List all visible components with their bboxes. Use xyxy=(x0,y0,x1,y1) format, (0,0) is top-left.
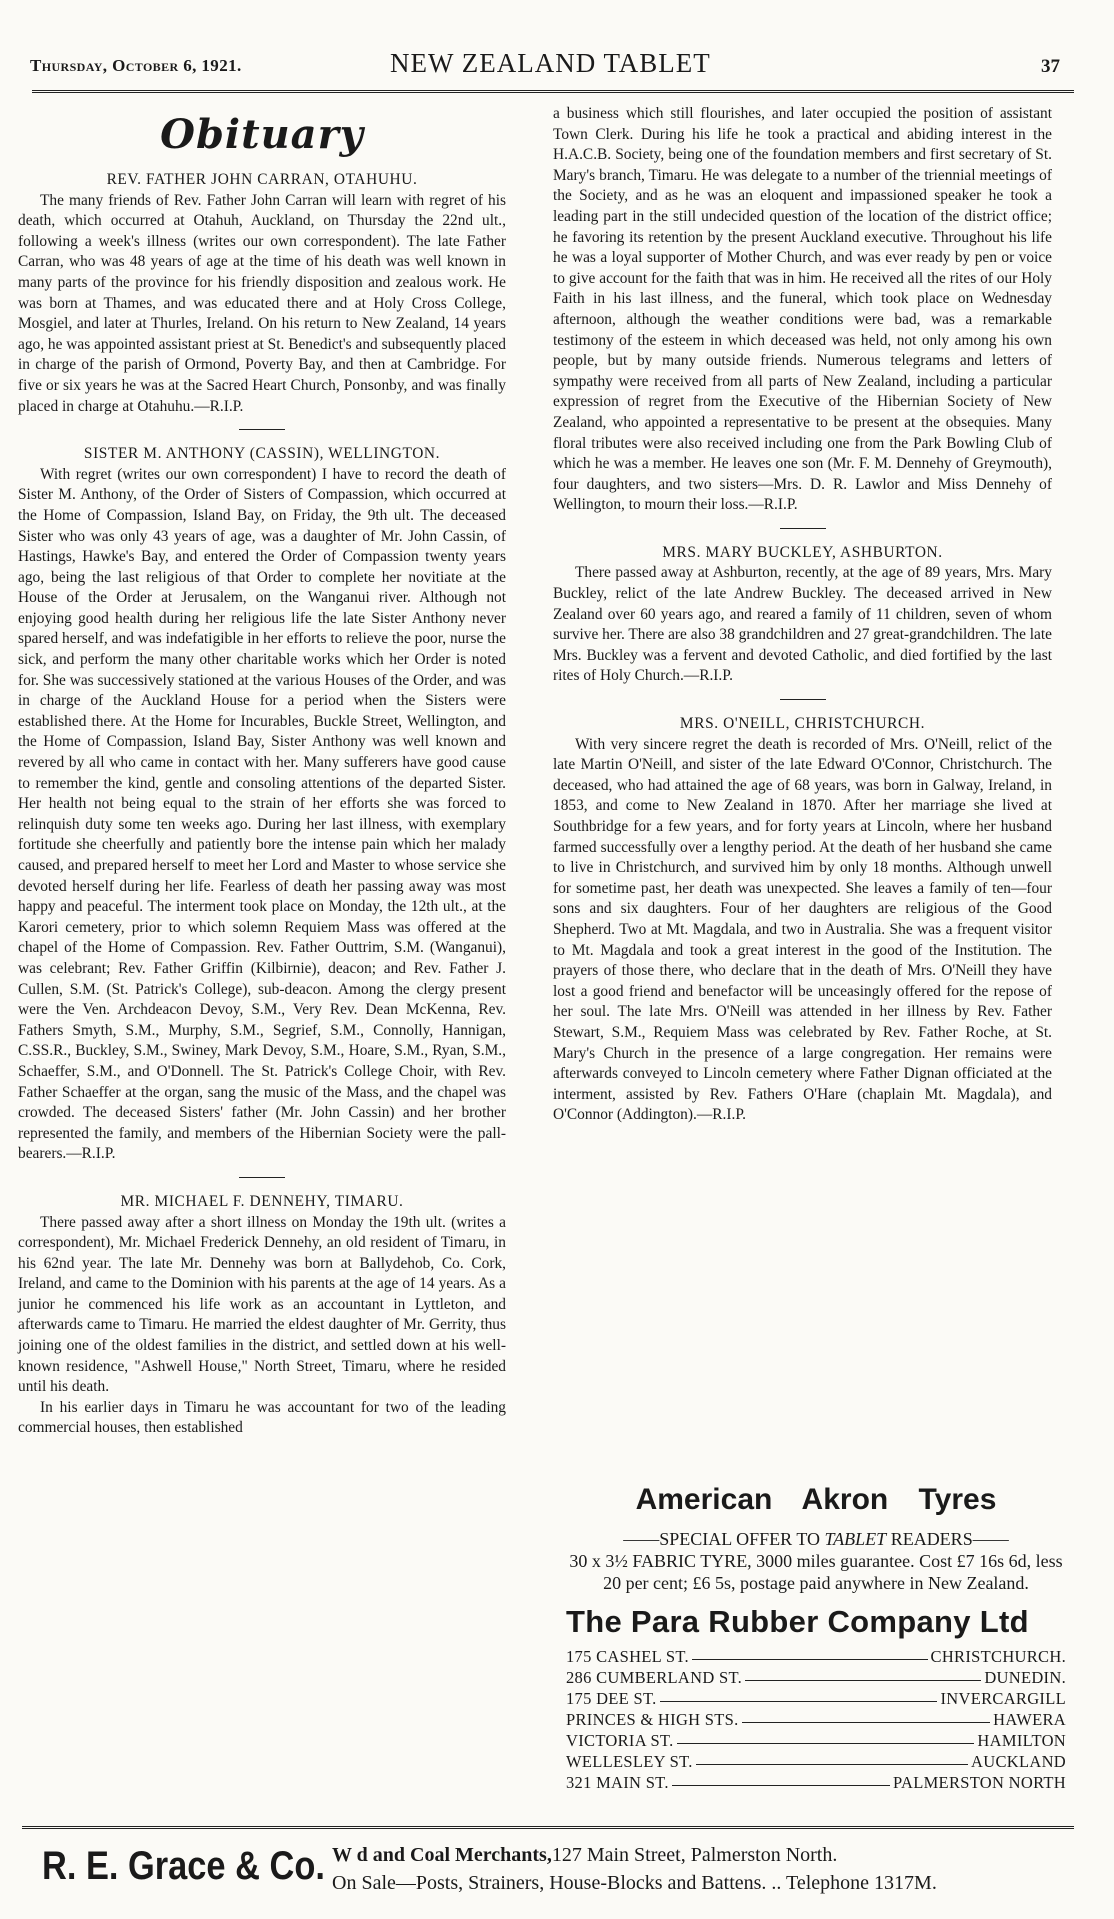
article-heading: SISTER M. ANTHONY (CASSIN), WELLINGTON. xyxy=(83,445,441,463)
branch-row xyxy=(566,1772,1066,1793)
leader-rule xyxy=(696,1751,968,1765)
ad-offer-italic: TABLET xyxy=(824,1529,887,1549)
footer-rule xyxy=(22,1826,1074,1829)
ad-offer-suffix: READERS—— xyxy=(886,1529,1009,1549)
article-heading: MRS. O'NEILL, CHRISTCHURCH. xyxy=(679,715,926,733)
article-text: There passed away at Ashburton, recently, at the age of 89 years, Mrs. Mary Buckley, relict of the late Andrew Buckley. The deceased arrived in New Zealand over 60 years ago, and reared a family of 11 children, seven of whom survive her. There are also 38 grandchildren and 27 great-grandchildren. The late Mrs. Buckley was a fervent and devoted Catholic, and died fortified by the last rites of Holy Church.—R.I.P. xyxy=(553,564,1052,685)
issue-date: Thursday, October 6, 1921. xyxy=(30,56,242,75)
separator-rule xyxy=(239,429,285,430)
leader-rule xyxy=(692,1646,928,1660)
section-title: Obituary xyxy=(160,111,364,158)
branch-city: HAWERA xyxy=(993,1710,1066,1729)
left-column xyxy=(18,108,506,1439)
article-text: In his earlier days in Timaru he was accountant for two of the leading commercial houses, then established xyxy=(18,1398,506,1437)
ad-offer-details: 30 x 3½ FABRIC TYRE, 3000 miles guarantee. Cost £7 16s 6d, less 20 per cent; £6 5s, postage paid anywhere in New Zealand. xyxy=(569,1551,1063,1593)
leader-rule xyxy=(672,1772,890,1786)
ad-offer xyxy=(566,1528,1066,1594)
branch-city: AUCKLAND xyxy=(971,1752,1066,1771)
separator-rule xyxy=(239,1177,285,1178)
leader-rule xyxy=(677,1730,975,1744)
page-number: 37 xyxy=(1041,56,1060,77)
branch-address: 321 MAIN ST. xyxy=(566,1773,669,1792)
branch-row xyxy=(566,1667,1066,1688)
branch-address: 286 CUMBERLAND ST. xyxy=(566,1668,743,1687)
separator-rule xyxy=(780,699,826,700)
leader-rule xyxy=(745,1667,981,1681)
footer-trade: W d and Coal Merchants, xyxy=(332,1844,552,1866)
branch-row xyxy=(566,1751,1066,1772)
article-text: With regret (writes our own correspondent) I have to record the death of Sister M. Anthony, of the Order of Sisters of Compassion, which occurred at the Home of Compassion, Island Bay, on Friday, the 9th ult. The deceased Sister who was only 43 years of age, was a daughter of Mr. John Cassin, of Hastings, Hawke's Bay, and entered the Order of Compassion twenty years ago, being the last religious of that Order to complete her novitiate at the House of the Order at Jerusalem, on the Wanganui river. Although not enjoying good health during her religious life the late Sister Anthony never spared herself, and was indefatigible in her efforts to relieve the poor, nurse the sick, and perform the many other charitable works which her Order is noted for. She was successively stationed at the various Houses of the Order, and was in charge of the Auckland House for a period when the Sisters were established there. At the Home for Incurables, Buckle Street, Wellington, and the Home of Compassion, Island Bay, Sister Anthony was well known and revered by all who came in contact with her. Many sufferers have good cause to remember the kind, gentle and consoling attentions of the departed Sister. Her health not being equal to the strain of her efforts she was forced to relinquish duty some ten weeks ago. During her last illness, with exemplary fortitude she cheerfully and patiently bore the intense pain which her malady caused, and prepared herself to meet her Lord and Master to whose service she devoted herself during her life. Fearless of death her passing away was most happy and peaceful. The interment took place on Monday, the 12th ult., at the Karori cemetery, prior to which solemn Requiem Mass was offered at the chapel of the Home of Compassion. Rev. Father Outtrim, S.M. (Wanganui), was celebrant; Rev. Father Griffin (Kilbirnie), deacon; and Rev. Father J. Cullen, S.M. (St. Patrick's College), sub-deacon. Among the clergy present were the Ven. Archdeacon Devoy, S.M., Very Rev. Dean McKenna, Rev. Fathers Smyth, S.M., Murphy, S.M., Segrief, S.M., Connolly, Hannigan, C.SS.R., Buckley, S.M., Swiney, Mark Devoy, S.M., Hoare, S.M., Ryan, S.M., Schaeffer, S.M., and O'Donnell. The St. Patrick's College Choir, with Rev. Father Schaeffer at the organ, sang the music of the Mass, and the chapel was crowded. The deceased Sisters' father (Mr. John Cassin) and her brother represented the family, and members of the Hibernian Society were the pall-bearers.—R.I.P. xyxy=(18,465,506,1163)
branch-city: HAMILTON xyxy=(977,1731,1066,1750)
branch-city: PALMERSTON NORTH xyxy=(893,1773,1066,1792)
branch-address: 175 CASHEL ST. xyxy=(566,1647,689,1666)
ad-offer-prefix: ——SPECIAL OFFER TO xyxy=(623,1529,825,1549)
branch-city: CHRISTCHURCH. xyxy=(930,1647,1066,1666)
branch-address: 175 DEE ST. xyxy=(566,1689,657,1708)
footer-company-name: R. E. Grace & Co. xyxy=(42,1844,325,1888)
article-heading: REV. FATHER JOHN CARRAN, OTAHUHU. xyxy=(106,171,418,188)
footer-sale-line: On Sale—Posts, Strainers, House-Blocks and Battens. .. Telephone 1317M. xyxy=(332,1872,937,1894)
branch-address: VICTORIA ST. xyxy=(566,1731,674,1750)
tyre-advertisement xyxy=(566,1480,1066,1800)
article-heading: MRS. MARY BUCKLEY, ASHBURTON. xyxy=(662,543,943,561)
ad-title: American Akron Tyres xyxy=(635,1483,997,1516)
branch-address: WELLESLEY ST. xyxy=(566,1752,693,1771)
separator-rule xyxy=(780,528,826,529)
article-text: There passed away after a short illness on Monday the 19th ult. (writes a correspondent), Mr. Michael Frederick Dennehy, an old resident of Timaru, in his 62nd year. The late Mr. Dennehy was born at Ballydehob, Co. Cork, Ireland, and came to the Dominion with his parents at the age of 14 years. As a junior he commenced his life work as an accountant in Lyttleton, and afterwards came to Timaru. He married the eldest daughter of Mr. Gerrity, thus joining one of the oldest families in the district, and settled down at his well-known residence, "Ashwell House," North Street, Timaru, where he resided until his death. xyxy=(18,1213,506,1396)
branch-row xyxy=(566,1730,1066,1751)
article-heading: MR. MICHAEL F. DENNEHY, TIMARU. xyxy=(120,1192,404,1210)
ad-company-name: The Para Rubber Company Ltd xyxy=(566,1604,1029,1639)
footer-advertisement xyxy=(22,1836,1074,1908)
branch-row xyxy=(566,1688,1066,1709)
page-header xyxy=(22,44,1074,88)
header-rule xyxy=(32,90,1074,93)
leader-rule xyxy=(742,1709,991,1723)
branch-row xyxy=(566,1709,1066,1730)
branch-city: INVERCARGILL xyxy=(940,1689,1066,1708)
leader-rule xyxy=(660,1688,938,1702)
footer-trade-line xyxy=(332,1844,837,1867)
publication-title: NEW ZEALAND TABLET xyxy=(390,48,711,78)
branch-row xyxy=(566,1646,1066,1667)
branch-list xyxy=(566,1646,1066,1793)
branch-address: PRINCES & HIGH STS. xyxy=(566,1710,739,1729)
footer-address: 127 Main Street, Palmerston North. xyxy=(551,1844,838,1866)
article-text: The many friends of Rev. Father John Carran will learn with regret of his death, which occurred at Otahuh, Auckland, on Thursday the 22nd ult., following a week's illness (writes our own correspondent). The late Father Carran, who was 48 years of age at the time of his death was well known in many parts of the province for his friendly disposition and zealous work. He was born at Thames, and was educated there and at Holy Cross College, Mosgiel, and later at Thurles, Ireland. On his return to New Zealand, 14 years ago, he was appointed assistant priest at St. Benedict's and subsequently placed in charge of the parish of Ormond, Poverty Bay, and then at Cambridge. For five or six years he was at the Sacred Heart Church, Ponsonby, and was finally placed in charge at Otahuhu.—R.I.P. xyxy=(18,191,506,415)
article-text: With very sincere regret the death is recorded of Mrs. O'Neill, relict of the late Martin O'Neill, and sister of the late Edward O'Connor, Christchurch. The deceased, who had attained the age of 68 years, was born in Galway, Ireland, in 1853, and come to New Zealand in 1870. After her marriage she lived at Southbridge for a few years, and for forty years at Lincoln, where her husband farmed successfully over a lengthy period. At the death of her husband she came to live in Christchurch, and survived him by only 18 months. Although unwell for sometime past, her death was unexpected. She leaves a family of ten—four sons and six daughters. Four of her daughters are religious of the Good Shepherd. Two at Mt. Magdala, and two in Australia. She was a frequent visitor to Mt. Magdala and took a great interest in the good of the Institution. The prayers of those there, who declare that in the death of Mrs. O'Neill they have lost a good friend and benefactor will be unceasingly offered for the repose of her soul. The late Mrs. O'Neill was attended in her illness by Rev. Father Stewart, S.M., Requiem Mass was celebrated by Rev. Father Roche, at St. Mary's Church in the presence of a large congregation. Her remains were afterwards conveyed to Lincoln cemetery where Father Dignan officiated at the interment, assisted by Rev. Fathers O'Hare (chaplain Mt. Magdala), and O'Connor (Addington).—R.I.P. xyxy=(553,735,1052,1124)
right-column xyxy=(553,104,1052,1126)
branch-city: DUNEDIN. xyxy=(984,1668,1066,1687)
article-text: a business which still flourishes, and later occupied the position of assistant Town Clerk. During his life he took a practical and abiding interest in the H.A.C.B. Society, being one of the foundation members and first secretary of St. Mary's branch, Timaru. He was delegate to a number of the triennial meetings of the Society, and as he was an eloquent and impassioned speaker he took a leading part in the still undecided question of the location of the district office; he favoring its retention by the present Auckland executive. Throughout his life he was a loyal supporter of Mother Church, and was ever ready by pen or voice to give account for the faith that was in him. He received all the rites of our Holy Faith in his last illness, and the funeral, which took place on Wednesday afternoon, although the weather conditions were bad, was a remarkable testimony of the esteem in which deceased was held, not only among his own people, but by many outside friends. Numerous telegrams and letters of sympathy were received from all parts of New Zealand, including a particular expression of regret from the Executive of the Hibernian Society of New Zealand, who appointed a representative to be present at the obsequies. Many floral tributes were also received including one from the Park Bowling Club of which he was a member. He leaves one son (Mr. F. M. Dennehy of Greymouth), four daughters, and two sisters—Mrs. D. R. Lawlor and Miss Dennehy of Wellington, to mourn their loss.—R.I.P. xyxy=(553,105,1052,514)
